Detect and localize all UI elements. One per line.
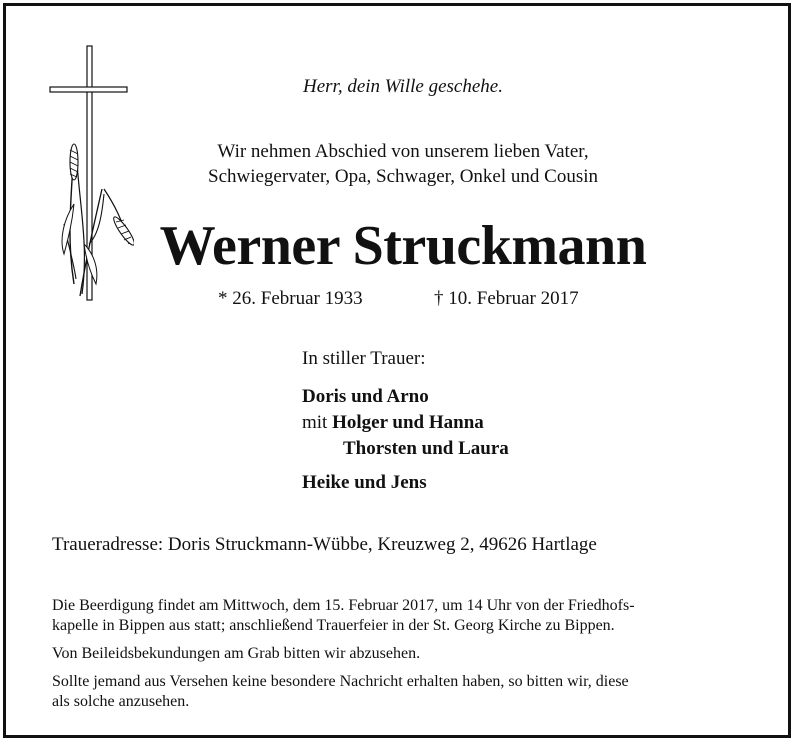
family-names: Holger und Hanna (332, 412, 484, 433)
mourning-label: In stiller Trauer: (302, 348, 426, 369)
mourning-address: Traueradresse: Doris Struckmann-Wübbe, Kreuzweg 2, 49626 Hartlage (52, 534, 597, 555)
funeral-info (52, 596, 762, 636)
condolence-note: Von Beileidsbekundungen am Grab bitten wir abzusehen. (52, 645, 421, 662)
intro-line: Wir nehmen Abschied von unserem lieben Vater, (217, 141, 589, 162)
motto: Herr, dein Wille geschehe. (303, 76, 503, 97)
family-line: Thorsten und Laura (343, 438, 509, 459)
intro-line: Schwiegervater, Opa, Schwager, Onkel und Cousin (208, 166, 598, 187)
oversight-line: als solche anzusehen. (52, 693, 190, 710)
family-line: Heike und Jens (302, 472, 427, 493)
funeral-notes (52, 596, 762, 720)
family-prefix: mit (302, 412, 328, 433)
funeral-line: kapelle in Bippen aus statt; anschließend Trauerfeier in der St. Georg Kirche zu Bippen. (52, 617, 615, 634)
family-line: Doris und Arno (302, 386, 429, 407)
birth-date: * 26. Februar 1933 (218, 288, 363, 309)
family-line (302, 412, 484, 434)
oversight-line: Sollte jemand aus Versehen keine besondere Nachricht erhalten haben, so bitten wir, diese (52, 673, 629, 690)
death-date: † 10. Februar 2017 (434, 288, 579, 309)
deceased-name: Werner Struckmann (159, 215, 647, 277)
obituary-notice (3, 3, 791, 738)
farewell-intro (6, 139, 800, 189)
funeral-line: Die Beerdigung findet am Mittwoch, dem 15. Februar 2017, um 14 Uhr von der Friedhofs- (52, 597, 635, 614)
oversight-note (52, 672, 762, 712)
